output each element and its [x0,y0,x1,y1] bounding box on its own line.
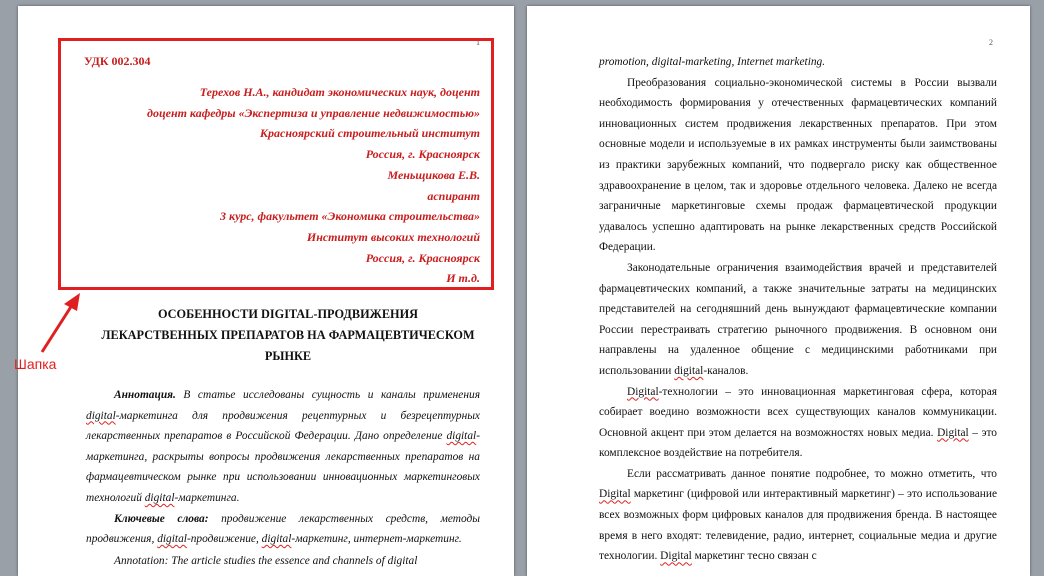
spellcheck-word: Digital [937,426,969,439]
body-text: маркетинг (цифровой или интерактивный маркетинг) – это использование всех возможных форм цифровых каналов для продвижения бренда. В настоящее время в него входят: телевидение, радио, интернет, социальные медиа и другие технологии. [599,488,997,563]
title-line: ОСОБЕННОСТИ DIGITAL-ПРОДВИЖЕНИЯ [157,307,419,321]
keywords-label: Ключевые слова: [114,512,209,525]
spellcheck-word: digital [446,430,477,443]
spellcheck-word: digital [157,533,187,546]
annotation-text: В статье исследованы сущность и каналы применения [175,389,480,401]
document-page-2 [527,6,1030,576]
header-line: Меньщикова Е.В. [387,167,480,182]
header-line: 3 курс, факультет «Экономика строительства» [219,209,480,224]
body-text: -каналов. [703,364,749,377]
annotation-label: Аннотация. [114,389,176,401]
keywords-text: -продвижение, [186,533,262,546]
header-line: Россия, г. Красноярск [365,250,480,265]
udk-code: УДК 002.304 [84,54,151,68]
annotation-paragraph [86,385,480,509]
spellcheck-word: digital [86,409,116,422]
page-number: 1 [476,38,480,47]
spellcheck-word: Digital [660,550,692,563]
page2-body [599,52,997,567]
header-line: Терехов Н.А., кандидат экономических наук, доцент [199,85,480,99]
body-text: -технологии – это инновационная маркетинговая сфера, которая собирает воедино возможности всех существующих каналов коммуникации. Основной акцент при этом делается на возможностях новых медиа. [599,385,997,439]
header-line: И т.д. [446,271,480,286]
header-line: доцент кафедры «Экспертиза и управление недвижимостью» [146,105,480,120]
body-paragraph [599,258,997,382]
body-text: Если рассматривать данное понятие подробнее, то можно отметить, что [627,467,997,480]
annotation-text: -маркетинга. [174,491,240,504]
body-text: – это комплексное воздействие на потребителя. [599,426,997,460]
document-page-1 [18,6,514,576]
keywords-paragraph [86,509,480,550]
article-title [90,304,486,367]
body-text: Законодательные ограничения взаимодействия врачей и представителей фармацевтических компаний, а также значительные затраты на медицинских представителей на сегодняшний день вынуждают фармацевтические компании России перестраивать стратегию рыночного продвижения. В основном они направлены на удаленное общение с медицинскими работниками при использовании [599,261,997,377]
spellcheck-word: digital [144,491,175,504]
author-header-block [60,82,480,289]
page-number: 2 [989,38,993,47]
spellcheck-word: Digital [599,488,631,501]
header-line: Россия, г. Красноярск [365,147,480,162]
continued-keywords-line: promotion, digital-marketing, Internet marketing. [599,56,826,68]
annotation-section [86,385,480,550]
spellcheck-word: digital [261,533,292,546]
body-paragraph: Преобразования социально-экономической системы в России вызвали необходимость формирования у отечественных фармацевтических компаний инновационных систем продвижения лекарственных препаратов. При этом основные модели и используемые в их рамках инструменты были заимствованы из практики зарубежных компаний, что подвергало риску как общественное здравоохранение в целом, так и здоровье отдельного человека. Далеко не всегда заграничные маркетинговые схемы продаж фармацевтической продукции удавалось успешно адаптировать на рынке лекарственных средств Российской Федерации. [599,76,997,254]
callout-label: Шапка [14,356,57,372]
header-line: аспирант [427,188,480,203]
title-line: РЫНКЕ [264,349,312,363]
keywords-text: -маркетинг, интернет-маркетинг. [291,533,462,546]
spellcheck-word: digital [674,364,704,377]
annotation-en-partial: Annotation: The article studies the essence and channels of digital [114,555,418,567]
header-line: Институт высоких технологий [306,229,480,244]
keywords-text: продвижение лекарственных средств, методы продвижения, [86,512,480,546]
header-line: Красноярский строительный институт [259,126,480,141]
body-paragraph [599,464,997,567]
body-paragraph [599,382,997,464]
title-line: ЛЕКАРСТВЕННЫХ ПРЕПАРАТОВ НА ФАРМАЦЕВТИЧЕСКОМ [101,328,475,342]
spellcheck-word: Digital [627,385,659,398]
body-text: маркетинг тесно связан с [691,550,817,563]
annotation-text: -маркетинга для продвижения рецептурных и безрецептурных лекарственных препаратов в Российской Федерации. Дано определение [86,409,480,443]
annotation-text: -маркетинга, раскрыты вопросы продвижения лекарственных препаратов на фармацевтическом рынке при использовании инновационных маркетинговых технологий [86,430,480,504]
